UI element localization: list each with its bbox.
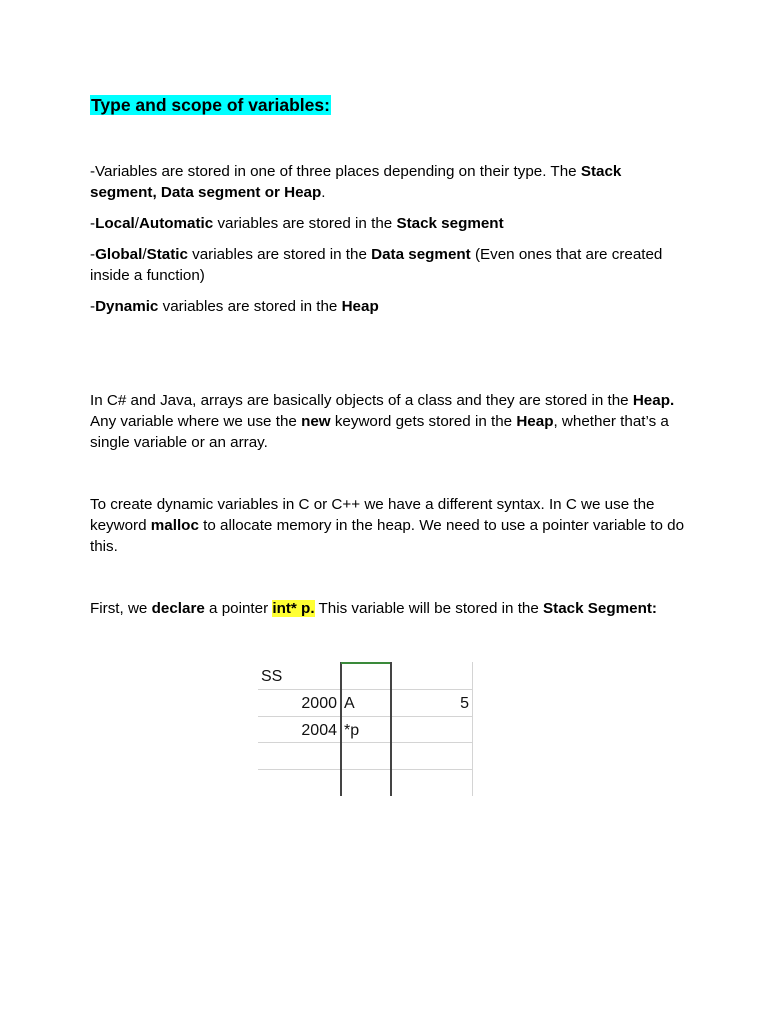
value-cell: 5 <box>460 695 469 712</box>
grid-line <box>340 662 342 796</box>
paragraph-global-static: -Global/Static variables are stored in the Data segment (Even ones that are created inside a function) <box>90 246 663 284</box>
grid-line <box>258 689 473 690</box>
variable-cell: *p <box>344 722 360 739</box>
paragraph-csharp-java: In C# and Java, arrays are basically objects of a class and they are stored in the Heap. Any variable where we use the new keyword gets stored in the Heap, whether that’s a single variable or an array. <box>90 392 675 451</box>
paragraph-declare-pointer: First, we declare a pointer int* p. This variable will be stored in the Stack Segment: <box>90 600 657 617</box>
paragraph-malloc: To create dynamic variables in C or C++ we have a different syntax. In C we use the keyword malloc to allocate memory in the heap. We need to use a pointer variable to do this. <box>90 496 685 555</box>
paragraph-dynamic: -Dynamic variables are stored in the Heap <box>90 298 379 315</box>
address-cell: 2000 <box>301 695 337 712</box>
variable-cell: A <box>344 695 355 712</box>
address-cell: 2004 <box>301 722 337 739</box>
paragraph-local-automatic: -Local/Automatic variables are stored in the Stack segment <box>90 215 504 232</box>
grid-line <box>472 662 473 796</box>
highlighted-code: int* p. <box>272 600 315 617</box>
value-cell <box>392 718 469 744</box>
grid-line <box>258 769 473 770</box>
section-heading: Type and scope of variables: <box>91 95 330 115</box>
spreadsheet-image <box>258 662 473 796</box>
sheet-header-label: SS <box>261 668 283 685</box>
paragraph-storage-places: -Variables are stored in one of three places depending on their type. The Stack segment, Data segment or Heap. <box>90 163 622 201</box>
selection-marker <box>341 662 390 664</box>
